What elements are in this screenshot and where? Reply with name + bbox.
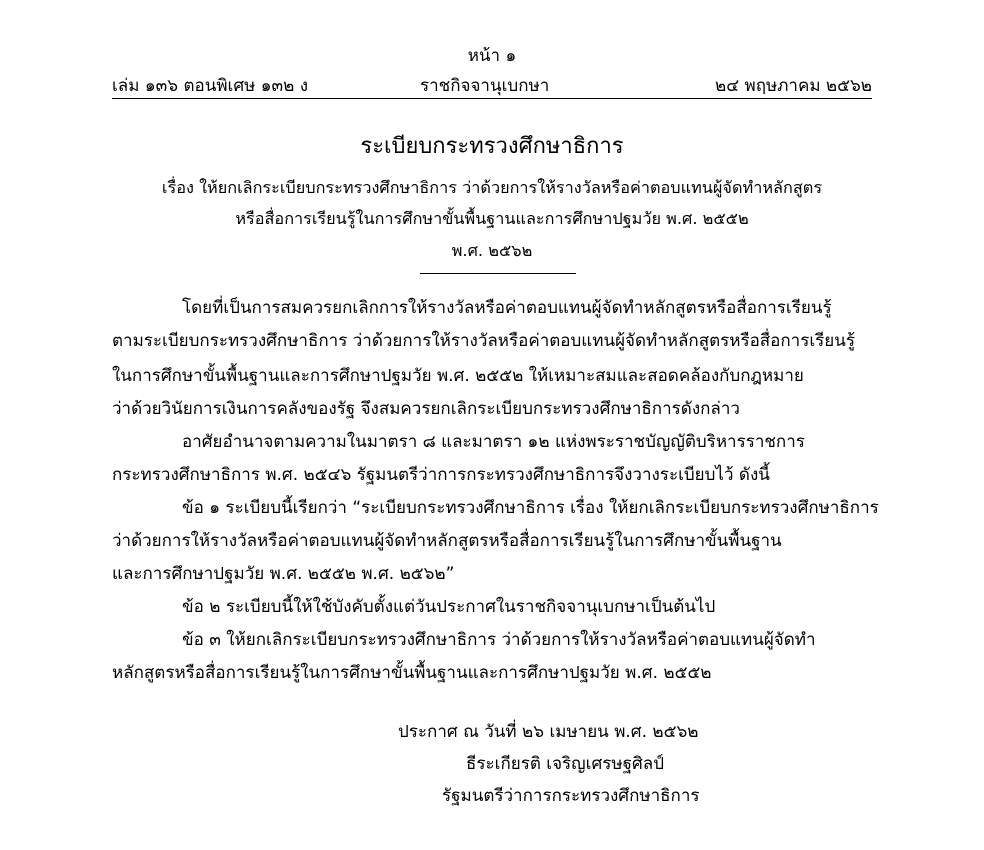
- publication-date: ๒๔ พฤษภาคม ๒๕๖๒: [715, 76, 872, 96]
- gazette-header: [112, 72, 872, 99]
- authority-line: อาศัยอำนาจตามความในมาตรา ๘ และมาตรา ๑๒ แห่งพระราชบัญญัติบริหารราชการ: [182, 432, 805, 452]
- document-year: พ.ศ. ๒๕๖๒: [451, 241, 533, 260]
- clause-2-line: ข้อ ๒ ระเบียบนี้ให้ใช้บังคับตั้งแต่วันประกาศในราชกิจจานุเบกษาเป็นต้นไป: [182, 597, 716, 617]
- clause-3-line: ข้อ ๓ ให้ยกเลิกระเบียบกระทรวงศึกษาธิการ ว่าด้วยการให้รางวัลหรือค่าตอบแทนผู้จัดทำ: [182, 630, 816, 650]
- clause-1-line: ว่าด้วยการให้รางวัลหรือค่าตอบแทนผู้จัดทำหลักสูตรหรือสื่อการเรียนรู้ในการศึกษาขั้นพื้นฐาน: [112, 531, 782, 551]
- preamble-line: ตามระเบียบกระทรวงศึกษาธิการ ว่าด้วยการให้รางวัลหรือค่าตอบแทนผู้จัดทำหลักสูตรหรือสื่อการเรียนรู้: [112, 331, 856, 351]
- preamble-line: ว่าด้วยวินัยการเงินการคลังของรัฐ จึงสมควรยกเลิกระเบียบกระทรวงศึกษาธิการดังกล่าว: [112, 399, 740, 419]
- title-divider: [420, 273, 576, 274]
- page-number: หน้า ๑: [467, 46, 517, 66]
- signatory-position: รัฐมนตรีว่าการกระทรวงศึกษาธิการ: [442, 786, 700, 806]
- announcement-date: ประกาศ ณ วันที่ ๒๖ เมษายน พ.ศ. ๒๕๖๒: [398, 722, 699, 742]
- volume-issue: เล่ม ๑๓๖ ตอนพิเศษ ๑๓๒ ง: [112, 76, 309, 96]
- authority-line: กระทรวงศึกษาธิการ พ.ศ. ๒๕๔๖ รัฐมนตรีว่าการกระทรวงศึกษาธิการจึงวางระเบียบไว้ ดังนี้: [112, 465, 770, 485]
- preamble-line: โดยที่เป็นการสมควรยกเลิกการให้รางวัลหรือค่าตอบแทนผู้จัดทำหลักสูตรหรือสื่อการเรียนรู้: [182, 298, 832, 318]
- signatory-name: ธีระเกียรติ เจริญเศรษฐศิลป์: [466, 754, 664, 774]
- preamble-line: ในการศึกษาขั้นพื้นฐานและการศึกษาปฐมวัย พ.ศ. ๒๕๕๒ ให้เหมาะสมและสอดคล้องกับกฎหมาย: [112, 366, 804, 386]
- gazette-name: ราชกิจจานุเบกษา: [420, 76, 550, 96]
- document-title: ระเบียบกระทรวงศึกษาธิการ: [360, 134, 624, 159]
- clause-1-line: ข้อ ๑ ระเบียบนี้เรียกว่า “ระเบียบกระทรวงศึกษาธิการ เรื่อง ให้ยกเลิกระเบียบกระทรวงศึกษาธิการ: [182, 498, 879, 518]
- clause-3-line: หลักสูตรหรือสื่อการเรียนรู้ในการศึกษาขั้นพื้นฐานและการศึกษาปฐมวัย พ.ศ. ๒๕๕๒: [112, 663, 712, 683]
- document-subject-line2: หรือสื่อการเรียนรู้ในการศึกษาขั้นพื้นฐานและการศึกษาปฐมวัย พ.ศ. ๒๕๕๒: [235, 209, 749, 228]
- clause-1-line: และการศึกษาปฐมวัย พ.ศ. ๒๕๕๒ พ.ศ. ๒๕๖๒”: [112, 564, 455, 584]
- document-subject-line1: เรื่อง ให้ยกเลิกระเบียบกระทรวงศึกษาธิการ ว่าด้วยการให้รางวัลหรือค่าตอบแทนผู้จัดทำหลักสูตร: [161, 178, 823, 197]
